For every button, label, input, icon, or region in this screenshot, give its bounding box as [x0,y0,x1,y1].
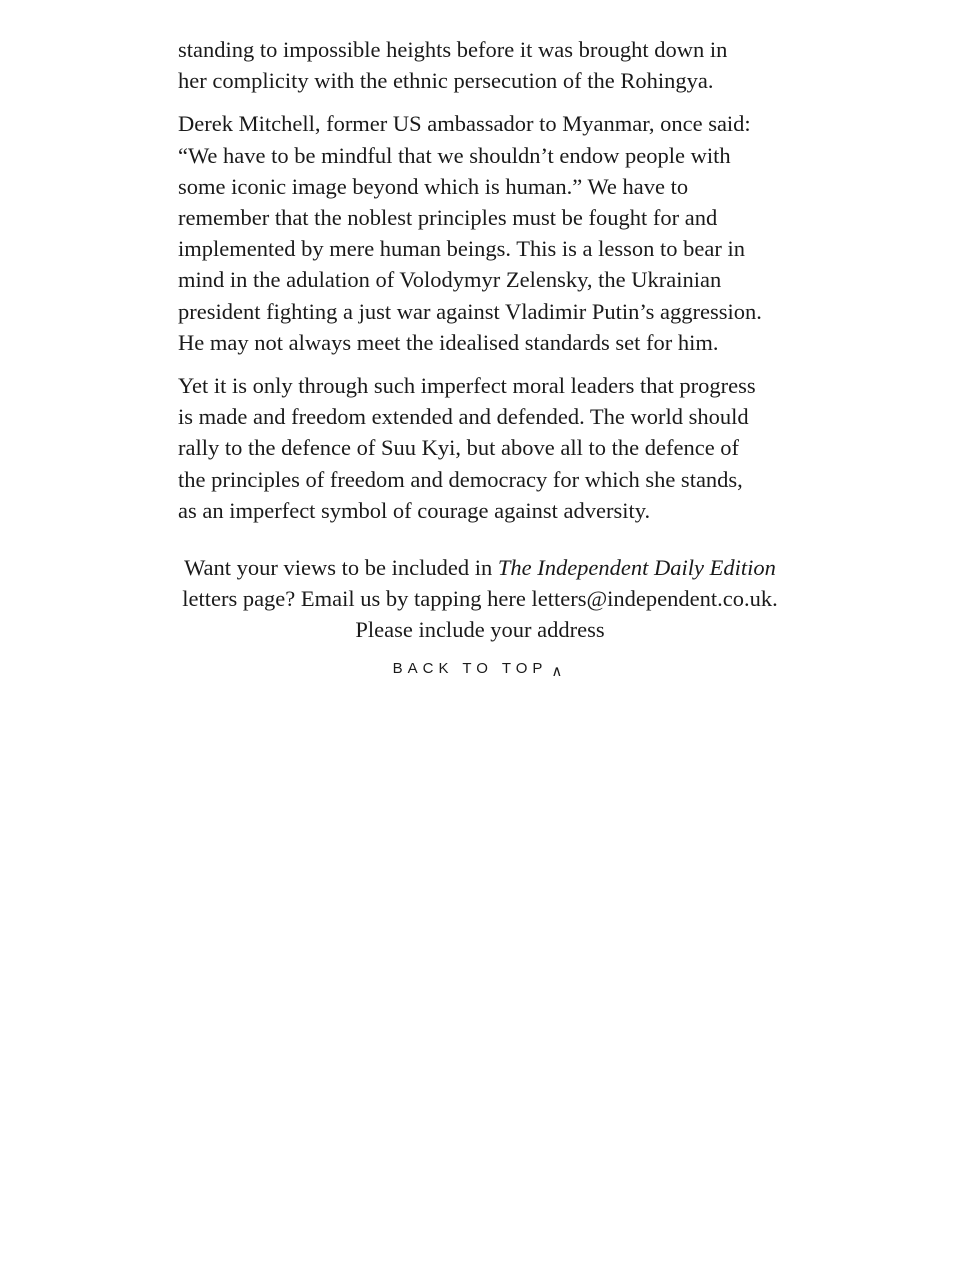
paragraph-line: her complicity with the ethnic persecution of the Rohingya. [178,68,714,94]
paragraph-line: president fighting a just war against Vladimir Putin’s aggression. [178,298,762,324]
cta-line [0,583,960,614]
back-to-top-label: BACK TO TOP [392,660,548,677]
letters-call-to-action [0,552,960,645]
cta-line [0,552,960,583]
email-link[interactable]: letters@independent.co.uk [531,586,773,611]
paragraph-line: remember that the noblest principles must be fought for and [178,205,718,231]
caret-up-icon: ∧ [551,663,568,680]
paragraph-line: standing to impossible heights before it was brought down in [178,37,728,62]
paragraph-line: Derek Mitchell, former US ambassador to Myanmar, once said: [178,111,751,137]
article-paragraph [178,34,798,96]
back-to-top-button[interactable] [0,660,960,680]
cta-prefix: Want your views to be included in [184,555,498,580]
paragraph-line: “We have to be mindful that we shouldn’t endow people with [178,142,731,168]
article-paragraph [178,108,798,358]
article-paragraph [178,370,798,526]
paragraph-line: implemented by mere human beings. This is a lesson to bear in [178,236,745,262]
cta-email-prompt: letters page? Email us by tapping here [182,586,532,611]
paragraph-line: He may not always meet the idealised standards set for him. [178,329,719,355]
paragraph-line: is made and freedom extended and defended. The world should [178,404,749,430]
publication-name: The Independent Daily Edition [497,555,776,580]
paragraph-line: as an imperfect symbol of courage against adversity. [178,497,651,523]
paragraph-line: Yet it is only through such imperfect moral leaders that progress [178,373,756,399]
cta-period: . [772,586,778,611]
cta-address-note: Please include your address [355,617,605,642]
paragraph-line: rally to the defence of Suu Kyi, but above all to the defence of [178,435,740,461]
paragraph-line: the principles of freedom and democracy for which she stands, [178,466,743,492]
article-body [178,34,798,538]
paragraph-line: mind in the adulation of Volodymyr Zelensky, the Ukrainian [178,267,722,293]
paragraph-line: some iconic image beyond which is human.” We have to [178,173,689,199]
